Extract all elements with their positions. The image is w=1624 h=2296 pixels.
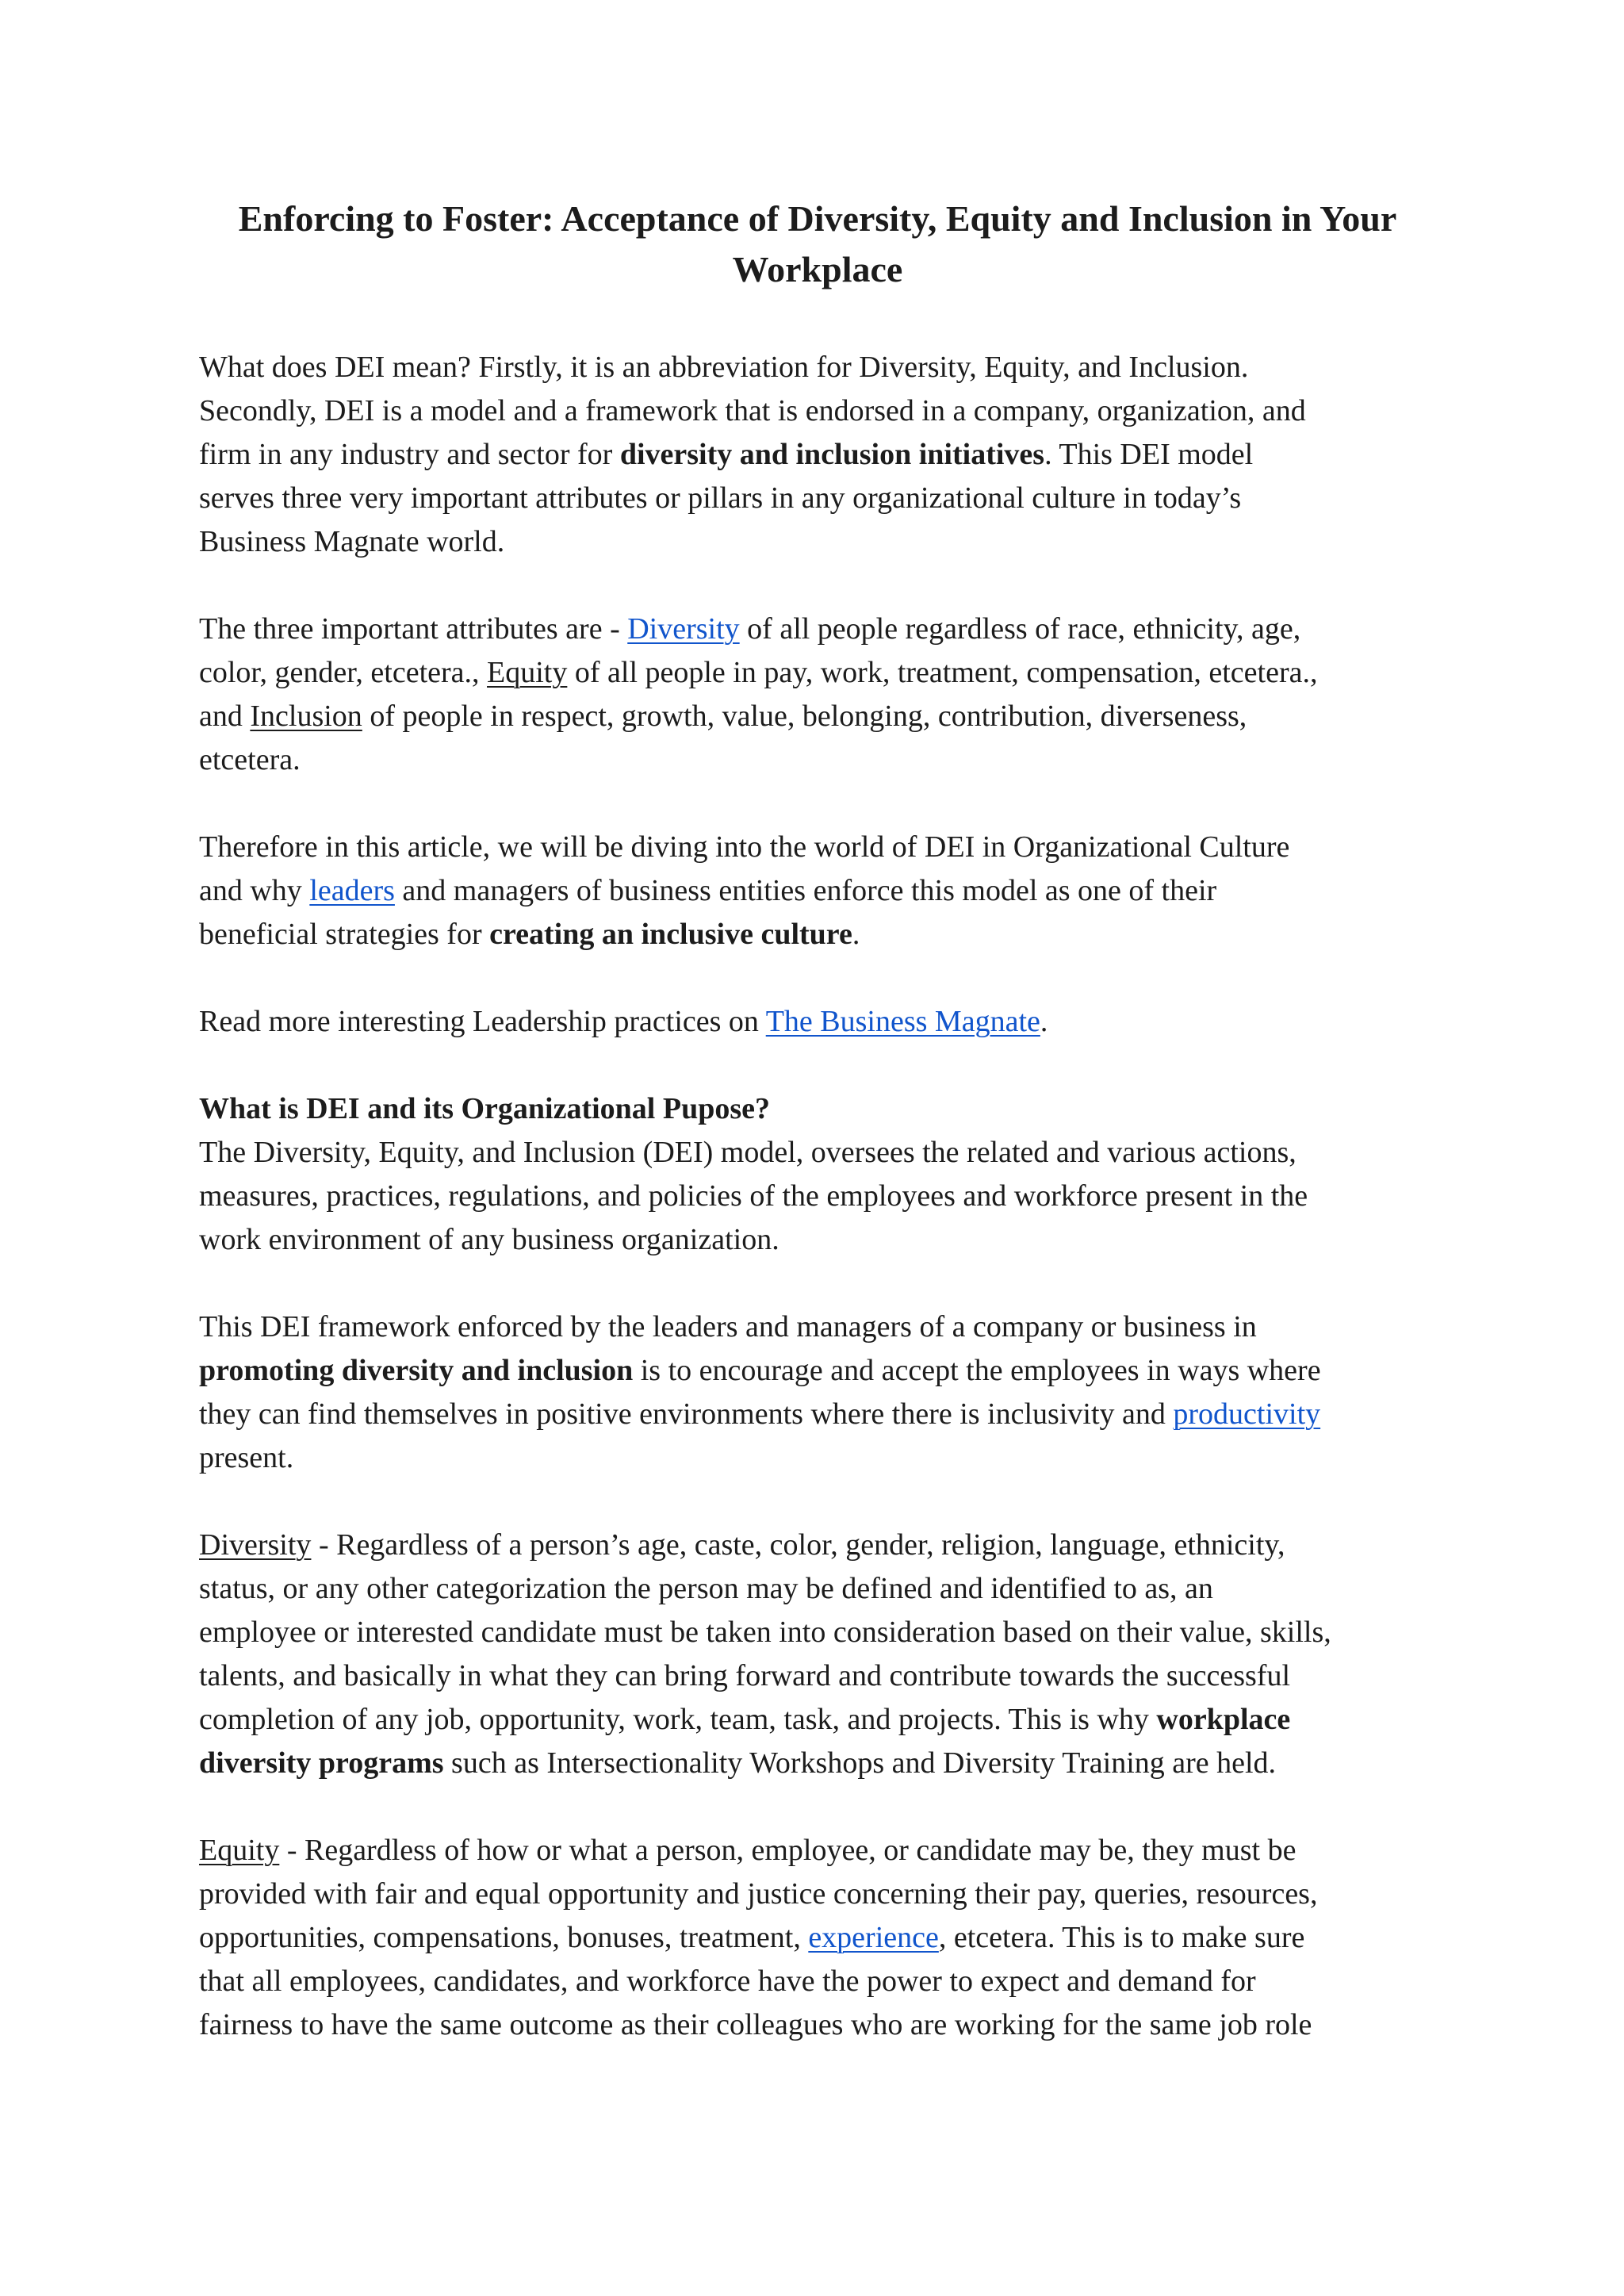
text-run: The three important attributes are -: [199, 612, 628, 646]
text-line: talents, and basically in what they can bring forward and contribute towards the successful: [199, 1659, 1291, 1692]
leaders-link[interactable]: leaders: [309, 874, 395, 907]
text-run: . This DEI model: [1044, 438, 1254, 471]
text-line: This DEI framework enforced by the leaders and managers of a company or business in: [199, 1310, 1257, 1343]
text-line: [199, 913, 1436, 956]
text-line: The Diversity, Equity, and Inclusion (DEI) model, oversees the related and various actions,: [199, 1136, 1297, 1169]
text-run: they can find themselves in positive environments where there is inclusivity and: [199, 1397, 1174, 1431]
text-line: provided with fair and equal opportunity and justice concerning their pay, queries, resources,: [199, 1877, 1318, 1911]
paragraph-intro: [199, 346, 1436, 564]
bold-phrase: promoting diversity and inclusion: [199, 1354, 634, 1387]
text-run: .: [1040, 1005, 1048, 1038]
diversity-link[interactable]: Diversity: [627, 612, 740, 646]
text-line: that all employees, candidates, and workforce have the power to expect and demand for: [199, 1964, 1256, 1998]
text-run: - Regardless of how or what a person, employee, or candidate may be, they must be: [279, 1834, 1297, 1867]
article-title: [199, 194, 1436, 295]
text-run: beneficial strategies for: [199, 918, 490, 951]
text-run: .: [852, 918, 860, 951]
text-run: and why: [199, 874, 310, 907]
text-line: [199, 1349, 1436, 1393]
text-run: Read more interesting Leadership practices on: [199, 1005, 766, 1038]
text-run: is to encourage and accept the employees in ways where: [633, 1354, 1321, 1387]
underlined-term-equity: Equity: [199, 1834, 280, 1867]
text-line: Business Magnate world.: [199, 525, 505, 558]
text-line: serves three very important attributes or pillars in any organizational culture in today’s: [199, 481, 1242, 515]
text-run: such as Intersectionality Workshops and Diversity Training are held.: [443, 1746, 1277, 1780]
underlined-term-equity: Equity: [487, 656, 568, 689]
text-line: What does DEI mean? Firstly, it is an abbreviation for Diversity, Equity, and Inclusion.: [199, 351, 1249, 384]
text-line: [199, 869, 1436, 913]
title-line-2: Workplace: [732, 249, 903, 289]
text-line: [199, 1000, 1436, 1044]
bold-phrase: creating an inclusive culture: [489, 918, 852, 951]
text-line: [199, 695, 1436, 738]
text-line: work environment of any business organization.: [199, 1223, 779, 1256]
spacer: [199, 295, 1436, 346]
text-run: of people in respect, growth, value, belonging, contribution, diverseness,: [362, 700, 1247, 733]
section-what-is-dei: [199, 1087, 1436, 1262]
spacer: [199, 564, 1436, 608]
text-run: of all people regardless of race, ethnicity, age,: [739, 612, 1301, 646]
text-line: employee or interested candidate must be taken into consideration based on their value, skills,: [199, 1616, 1331, 1649]
text-line: measures, practices, regulations, and policies of the employees and workforce present in the: [199, 1179, 1308, 1213]
text-line: present.: [199, 1441, 294, 1474]
text-run: and: [199, 700, 251, 733]
text-line: Secondly, DEI is a model and a framework that is endorsed in a company, organization, and: [199, 394, 1306, 427]
bold-phrase: diversity programs: [199, 1746, 444, 1780]
text-line: [199, 1916, 1436, 1960]
productivity-link[interactable]: productivity: [1173, 1397, 1321, 1431]
bold-phrase: diversity and inclusion initiatives: [619, 438, 1045, 471]
paragraph-article-purpose: [199, 826, 1436, 956]
text-run: of all people in pay, work, treatment, compensation, etcetera.,: [567, 656, 1318, 689]
text-run: firm in any industry and sector for: [199, 438, 620, 471]
text-run: completion of any job, opportunity, work, team, task, and projects. This is why: [199, 1703, 1157, 1736]
bold-phrase: workplace: [1156, 1703, 1291, 1736]
underlined-term-inclusion: Inclusion: [250, 700, 362, 733]
text-line: Therefore in this article, we will be diving into the world of DEI in Organizational Culture: [199, 830, 1290, 864]
paragraph-equity: [199, 1829, 1436, 2047]
text-line: [199, 1393, 1436, 1436]
text-line: [199, 1698, 1436, 1742]
text-line: [199, 433, 1436, 477]
section-heading: What is DEI and its Organizational Pupose?: [199, 1092, 770, 1125]
text-line: [199, 651, 1436, 695]
experience-link[interactable]: experience: [808, 1921, 939, 1954]
paragraph-framework: [199, 1305, 1436, 1480]
text-run: - Regardless of a person’s age, caste, color, gender, religion, language, ethnicity,: [311, 1528, 1285, 1562]
text-line: [199, 1742, 1436, 1785]
spacer: [199, 1044, 1436, 1087]
title-line-1: Enforcing to Foster: Acceptance of Diversity, Equity and Inclusion in Your: [238, 198, 1397, 239]
text-line: fairness to have the same outcome as their colleagues who are working for the same job role: [199, 2008, 1312, 2041]
text-line: [199, 1829, 1436, 1872]
spacer: [199, 1480, 1436, 1524]
text-line: [199, 1524, 1436, 1567]
text-line: [199, 608, 1436, 651]
spacer: [199, 1262, 1436, 1305]
spacer: [199, 956, 1436, 1000]
underlined-term-diversity: Diversity: [199, 1528, 312, 1562]
text-run: opportunities, compensations, bonuses, treatment,: [199, 1921, 809, 1954]
business-magnate-link[interactable]: The Business Magnate: [765, 1005, 1040, 1038]
text-run: and managers of business entities enforce this model as one of their: [394, 874, 1217, 907]
text-line: etcetera.: [199, 743, 301, 776]
paragraph-attributes: [199, 608, 1436, 782]
paragraph-read-more: [199, 1000, 1436, 1044]
text-run: , etcetera. This is to make sure: [938, 1921, 1305, 1954]
text-line: status, or any other categorization the person may be defined and identified to as, an: [199, 1572, 1213, 1605]
document-page: [199, 194, 1436, 2047]
spacer: [199, 1785, 1436, 1829]
text-run: color, gender, etcetera.,: [199, 656, 488, 689]
spacer: [199, 782, 1436, 826]
paragraph-diversity: [199, 1524, 1436, 1785]
